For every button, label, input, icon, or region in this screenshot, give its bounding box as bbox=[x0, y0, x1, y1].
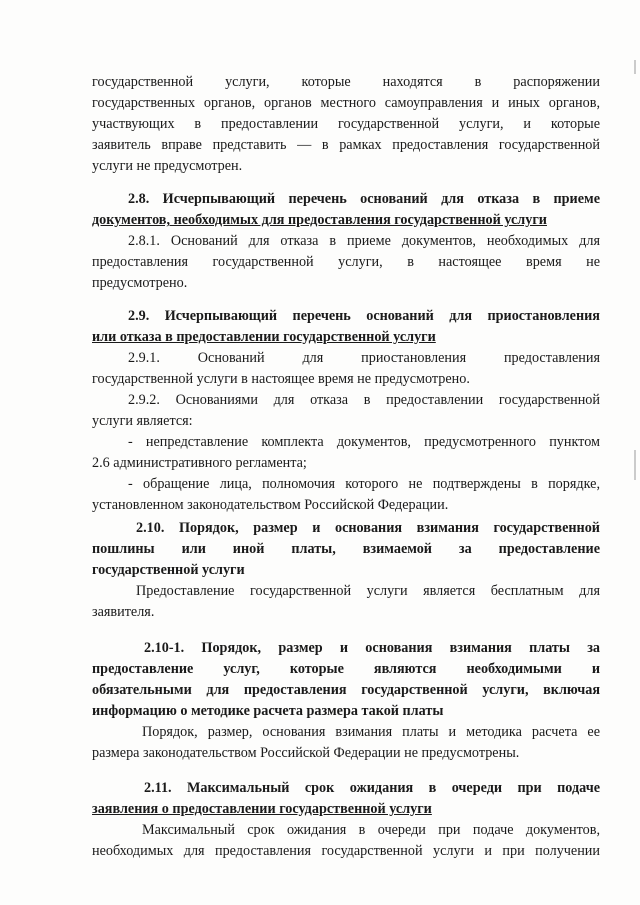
paragraph-line: размера законодательством Российской Федерации не предусмотрены. bbox=[92, 745, 520, 761]
scan-artifact bbox=[634, 450, 636, 480]
section-2-11 bbox=[92, 778, 600, 862]
section-heading bbox=[92, 518, 600, 581]
section-body bbox=[92, 231, 600, 294]
heading-line: пошлины или иной платы, взимаемой за предоставление bbox=[92, 541, 600, 557]
heading-line: 2.9. Исчерпывающий перечень оснований для приостановления bbox=[128, 308, 600, 324]
section-2-9 bbox=[92, 306, 600, 516]
heading-line: документов, необходимых для предоставления государственной услуги bbox=[92, 212, 547, 228]
paragraph-line: 2.9.1. Оснований для приостановления предоставления bbox=[128, 350, 600, 366]
section-body bbox=[92, 722, 600, 764]
heading-line: 2.10. Порядок, размер и основания взимания государственной bbox=[136, 520, 600, 536]
section-heading bbox=[92, 189, 600, 231]
paragraph-line: государственной услуги, которые находятся в распоряжении bbox=[92, 74, 600, 90]
paragraph-line: - непредставление комплекта документов, предусмотренного пунктом bbox=[128, 434, 600, 450]
heading-line: информацию о методике расчета размера такой платы bbox=[92, 703, 444, 719]
paragraph-line: 2.8.1. Оснований для отказа в приеме документов, необходимых для bbox=[128, 233, 600, 249]
paragraph-line: установленном законодательством Российской Федерации. bbox=[92, 497, 449, 513]
paragraph-line: услуги является: bbox=[92, 413, 193, 429]
scan-artifact bbox=[634, 60, 636, 74]
paragraph-line: 2.9.2. Основаниями для отказа в предоставлении государственной bbox=[128, 392, 600, 408]
heading-line: или отказа в предоставлении государственной услуги bbox=[92, 329, 436, 345]
section-heading bbox=[92, 778, 600, 820]
paragraph-line: заявитель вправе представить — в рамках предоставления государственной bbox=[92, 137, 600, 153]
section-body bbox=[92, 348, 600, 516]
section-body bbox=[92, 820, 600, 862]
section-2-10-1 bbox=[92, 638, 600, 764]
paragraph-line: предоставления государственной услуги, в настоящее время не bbox=[92, 254, 600, 270]
paragraph-line: заявителя. bbox=[92, 604, 155, 620]
heading-line: 2.11. Максимальный срок ожидания в очереди при подаче bbox=[144, 780, 600, 796]
paragraph-line: Предоставление государственной услуги является бесплатным для bbox=[136, 583, 600, 599]
paragraph-line: Порядок, размер, основания взимания платы и методика расчета ее bbox=[142, 724, 600, 740]
intro-paragraph bbox=[92, 72, 600, 177]
heading-line: государственной услуги bbox=[92, 562, 245, 578]
heading-line: обязательными для предоставления государственной услуги, включая bbox=[92, 682, 600, 698]
paragraph-line: необходимых для предоставления государственной услуги и при получении bbox=[92, 843, 600, 859]
section-2-10 bbox=[92, 518, 600, 623]
section-2-8 bbox=[92, 189, 600, 294]
heading-line: предоставление услуг, которые являются необходимыми и bbox=[92, 661, 600, 677]
section-body bbox=[92, 581, 600, 623]
paragraph-line: - обращение лица, полномочия которого не подтверждены в порядке, bbox=[128, 476, 600, 492]
paragraph-line: государственных органов, органов местного самоуправления и иных органов, bbox=[92, 95, 600, 111]
paragraph-line: Максимальный срок ожидания в очереди при подаче документов, bbox=[142, 822, 600, 838]
heading-line: 2.10-1. Порядок, размер и основания взимания платы за bbox=[144, 640, 600, 656]
paragraph-line: государственной услуги в настоящее время не предусмотрено. bbox=[92, 371, 470, 387]
paragraph-line: услуги не предусмотрен. bbox=[92, 158, 243, 174]
heading-line: 2.8. Исчерпывающий перечень оснований для отказа в приеме bbox=[128, 191, 600, 207]
paragraph-line: 2.6 административного регламента; bbox=[92, 455, 307, 471]
paragraph-line: участвующих в предоставлении государственной услуги, и которые bbox=[92, 116, 600, 132]
section-heading bbox=[92, 306, 600, 348]
heading-line: заявления о предоставлении государственной услуги bbox=[92, 801, 432, 817]
section-heading bbox=[92, 638, 600, 722]
paragraph-line: предусмотрено. bbox=[92, 275, 188, 291]
